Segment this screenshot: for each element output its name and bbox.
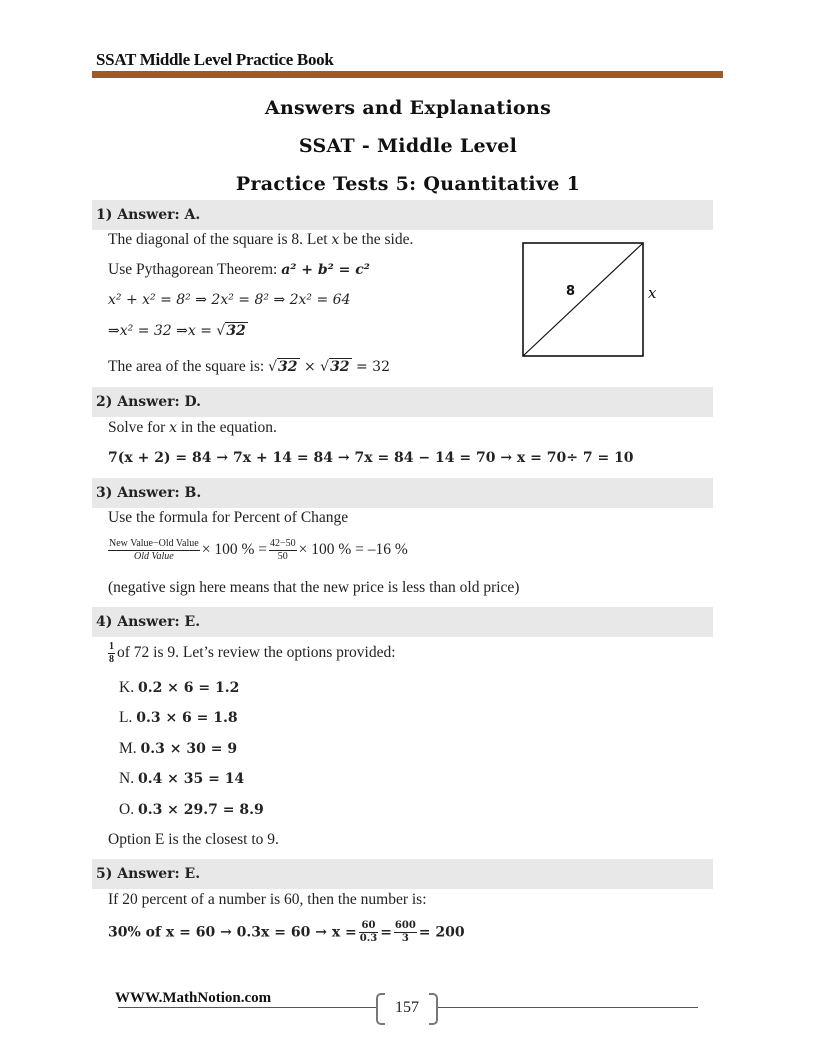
option-label: L. [119,709,133,726]
sqrt-symbol: √32 [216,323,246,339]
answer-band-4 [92,607,713,637]
page-number-text: 157 [395,999,419,1016]
q3-formula [106,538,408,563]
q1-line-2 [108,261,370,279]
q5-fraction-2 [394,920,417,945]
page-title: Answers and Explanations [264,97,552,119]
q2-equation: 7(x + 2) = 84 → 7x + 14 = 84 → 7x = 84 − 14 = 70 → x = 70÷ 7 = 10 [108,450,634,466]
q3-mid: × 100 % = [201,541,267,559]
q5-fraction-1 [359,920,378,945]
option-label: K. [119,679,135,696]
answer-band-1 [92,200,713,230]
q1-line-1 [108,231,413,249]
q3-fraction-2 [269,538,297,563]
page-subtitle: SSAT - Middle Level [298,135,518,157]
sqrt-symbol: √32 [268,359,298,375]
q2-text-1-end: in the equation. [180,419,277,436]
q1-eq4-radicand: 32 [226,323,246,339]
option-label: M. [119,740,137,757]
answer-band-5 [92,859,713,889]
q3-fraction-1 [108,538,200,563]
q1-text-1: The diagonal of the square is 8. Let [108,231,328,248]
footer-rule-left [118,1007,376,1008]
q1-equation-3: x² + x² = 8² ⇒ 2x² = 8² ⇒ 2x² = 64 [108,292,351,308]
q2-var: x [169,420,178,436]
bracket-left [376,993,385,1025]
q5-eq-a: 30% of x = 60 → 0.3x = 60 → x = [108,924,357,941]
page-number [376,993,438,1023]
q2-text-1: Solve for [108,419,166,436]
q1-pythagoras: a² + b² = c² [281,262,370,278]
q3-frac1-num: New Value−Old Value [109,538,199,549]
square-diagram [520,240,670,360]
option-expression: 0.3 × 30 = 9 [140,741,238,757]
option-expression: 0.3 × 6 = 1.8 [136,710,238,726]
q1-var: x [331,232,340,248]
q5-eq-c: = 200 [418,924,465,941]
q4-conclusion: Option E is the closest to 9. [108,831,279,848]
answer-label-1: 1) Answer: A. [96,207,201,223]
q1-equation-4 [108,323,248,339]
answer-label-4: 4) Answer: E. [96,614,201,630]
q3-frac2-den: 50 [277,551,288,562]
q4-frac-num: 1 [109,641,114,652]
q3-frac1-den: Old Value [133,551,174,562]
option-label: O. [119,801,135,818]
q3-frac2-num: 42−50 [269,538,296,549]
q5-line-1: If 20 percent of a number is 60, then the number is: [108,891,427,908]
option-expression: 0.3 × 29.7 = 8.9 [137,802,264,818]
q4-option-l [119,709,238,727]
q2-line-1 [108,419,277,437]
footer-rule-right [438,1007,698,1008]
sqrt-symbol: √32 [320,359,350,375]
q1-eq5-radicand-a: 32 [278,359,298,375]
q4-frac-den: 8 [109,654,114,665]
q5-frac1-num: 60 [359,920,378,933]
q4-option-n [119,770,244,788]
q4-option-k [119,679,239,697]
q3-line-1: Use the formula for Percent of Change [108,509,349,526]
q1-text-5: The area of the square is: [108,358,265,375]
q4-option-m [119,740,237,758]
side-label: x [648,284,657,302]
answer-band-3 [92,478,713,508]
q4-text-1: of 72 is 9. Let’s review the options provided: [117,644,396,662]
answer-label-5: 5) Answer: E. [96,866,201,882]
footer-url[interactable]: WWW.MathNotion.com [115,990,272,1006]
q1-text-2: Use Pythagorean Theorem: [108,261,278,278]
answer-label-3: 3) Answer: B. [96,485,202,501]
q5-frac2-num: 600 [394,920,416,931]
q3-end: × 100 % = –16 % [298,541,408,559]
square-diagonal [523,243,643,356]
option-label: N. [119,770,135,787]
answer-band-2 [92,387,713,417]
q1-line-5: The area of the square is: √32 × √32 = 32 [108,358,390,375]
q1-eq5-result: = 32 [356,359,390,375]
q5-frac2-den: 3 [401,933,409,944]
header-rule [92,71,723,78]
option-expression: 0.2 × 6 = 1.2 [137,680,240,696]
running-title: SSAT Middle Level Practice Book [96,50,334,69]
q5-equation [108,920,465,945]
q4-line-1 [106,641,396,666]
q5-eq-b: = [380,924,392,941]
q1-text-1-end: be the side. [343,231,414,248]
answer-label-2: 2) Answer: D. [96,394,202,410]
q5-frac1-den: 0.3 [359,933,378,944]
q3-note: (negative sign here means that the new price is less than old price) [108,579,520,596]
q1-eq5-radicand-b: 32 [330,359,350,375]
q4-option-o [119,801,264,819]
q1-eq4-text: ⇒x² = 32 ⇒x = [108,323,217,339]
q4-fraction [108,641,115,666]
diagonal-label: 8 [566,284,576,299]
option-expression: 0.4 × 35 = 14 [137,771,245,787]
test-title: Practice Tests 5: Quantitative 1 [235,173,581,195]
bracket-right [429,993,438,1025]
